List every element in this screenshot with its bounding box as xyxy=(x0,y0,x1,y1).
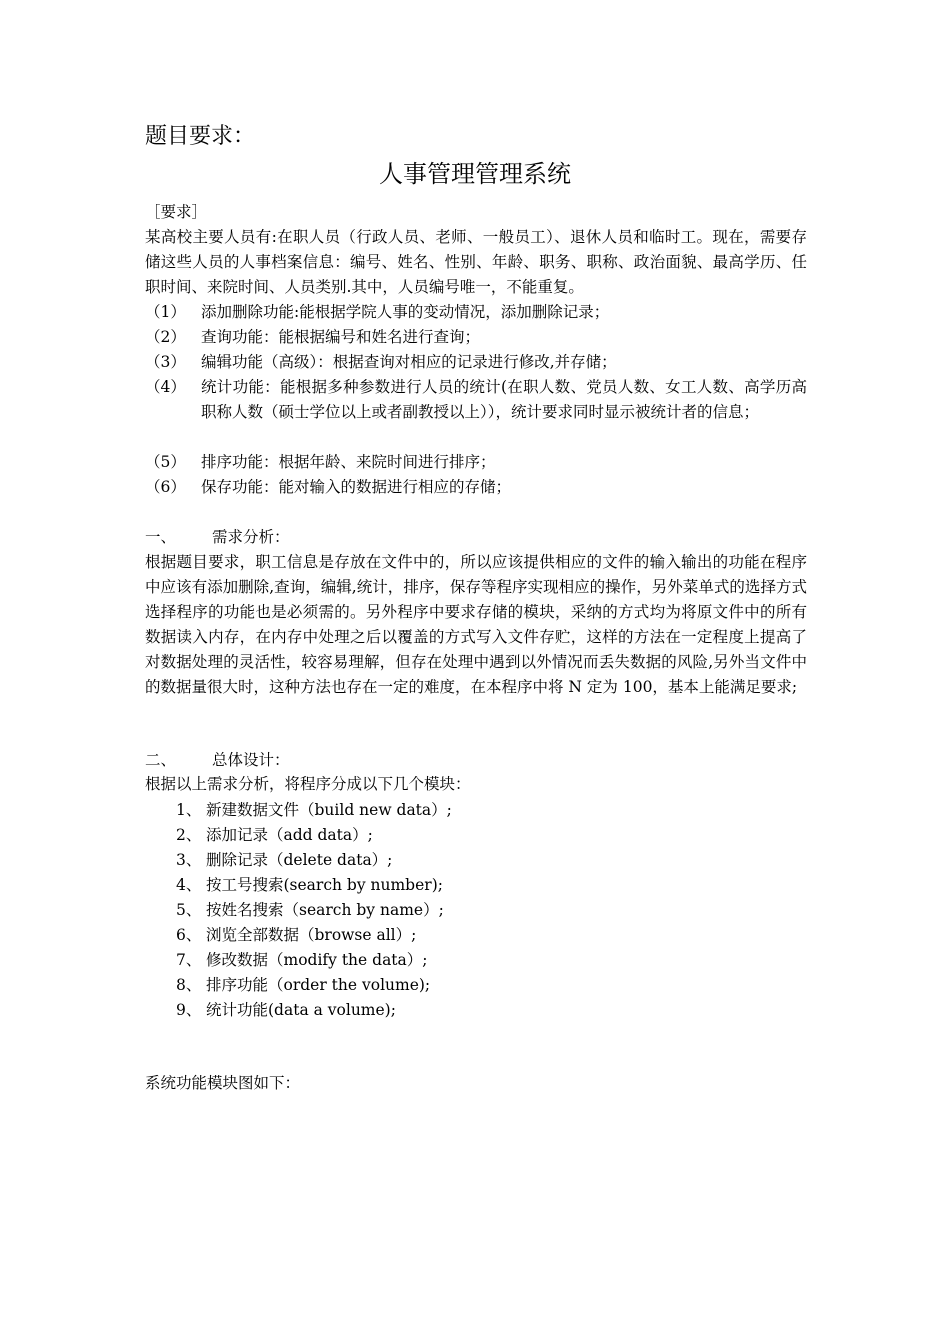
module-item xyxy=(176,823,373,848)
module-item xyxy=(176,873,443,898)
module-item xyxy=(176,798,452,823)
module-number: 1、 xyxy=(176,801,202,819)
module-item xyxy=(176,948,428,973)
section-title: 总体设计： xyxy=(212,751,290,769)
module-number: 4、 xyxy=(176,876,202,894)
section-number: 二、 xyxy=(145,751,177,769)
requirement-text: 查询功能：能根据编号和姓名进行查询； xyxy=(201,328,481,346)
module-number: 3、 xyxy=(176,851,202,869)
module-text: 修改数据（modify the data）; xyxy=(206,951,428,969)
requirement-number: （2） xyxy=(145,328,186,346)
module-item xyxy=(176,848,392,873)
module-text: 统计功能(data a volume); xyxy=(206,1001,396,1019)
requirement-text: 添加删除功能:能根据学院人事的变动情况，添加删除记录； xyxy=(201,303,610,321)
section-number: 一、 xyxy=(145,528,177,546)
module-number: 6、 xyxy=(176,926,202,944)
requirements-label: ［要求］ xyxy=(145,203,208,221)
module-text: 浏览全部数据（browse all）; xyxy=(206,926,417,944)
requirement-number: （4） xyxy=(145,378,186,396)
analysis-paragraph: 根据题目要求，职工信息是存放在文件中的，所以应该提供相应的文件的输入输出的功能在程序中应该有添加删除,查询，编辑,统计，排序，保存等程序实现相应的操作，另外菜单式的选择方式选择程序的功能也是必须需的。另外程序中要求存储的模块，采纳的方式均为将原文件中的所有数据读入内存，在内存中处理之后以覆盖的方式写入文件存贮，这样的方法在一定程度上提高了对数据处理的灵活性，较容易理解，但存在处理中遇到以外情况而丢失数据的风险,另外当文件中的数据量很大时，这种方法也存在一定的难度，在本程序中将 N 定为 100，基本上能满足要求; xyxy=(145,553,807,696)
document-title: 人事管理管理系统 xyxy=(379,160,571,188)
module-item xyxy=(176,998,396,1023)
module-text: 排序功能（order the volume); xyxy=(206,976,431,994)
module-number: 8、 xyxy=(176,976,202,994)
module-number: 9、 xyxy=(176,1001,202,1019)
page-heading: 题目要求： xyxy=(145,124,256,149)
requirement-text: 编辑功能（高级）：根据查询对相应的记录进行修改,并存储； xyxy=(201,353,617,371)
module-number: 7、 xyxy=(176,951,202,969)
module-text: 按工号搜索(search by number); xyxy=(206,876,443,894)
requirement-number: （1） xyxy=(145,303,186,321)
requirement-number: （6） xyxy=(145,478,186,496)
requirement-text: 排序功能：根据年龄、来院时间进行排序； xyxy=(201,453,496,471)
module-item xyxy=(176,898,444,923)
intro-paragraph: 某高校主要人员有:在职人员（行政人员、老师、一般员工）、退休人员和临时工。现在，需要存储这些人员的人事档案信息：编号、姓名、性别、年龄、职务、职称、政治面貌、最高学历、任职时间、来院时间、人员类别.其中，人员编号唯一，不能重复。 xyxy=(145,228,807,296)
module-text: 按姓名搜索（search by name）; xyxy=(206,901,444,919)
module-item xyxy=(176,923,416,948)
requirement-text: 保存功能：能对输入的数据进行相应的存储； xyxy=(201,478,512,496)
module-number: 5、 xyxy=(176,901,202,919)
section-title: 需求分析： xyxy=(212,528,290,546)
module-text: 新建数据文件（build new data）; xyxy=(206,801,452,819)
module-item xyxy=(176,973,430,998)
module-text: 添加记录（add data）; xyxy=(206,826,373,844)
module-number: 2、 xyxy=(176,826,202,844)
requirement-number: （3） xyxy=(145,353,186,371)
requirement-number: （5） xyxy=(145,453,186,471)
design-intro: 根据以上需求分析，将程序分成以下几个模块： xyxy=(145,775,471,793)
module-text: 删除记录（delete data）; xyxy=(206,851,393,869)
requirement-text: 统计功能：能根据多种参数进行人员的统计(在职人数、党员人数、女工人数、高学历高职称人数（硕士学位以上或者副教授以上）），统计要求同时显示被统计者的信息； xyxy=(201,378,807,421)
diagram-caption: 系统功能模块图如下： xyxy=(145,1074,301,1092)
